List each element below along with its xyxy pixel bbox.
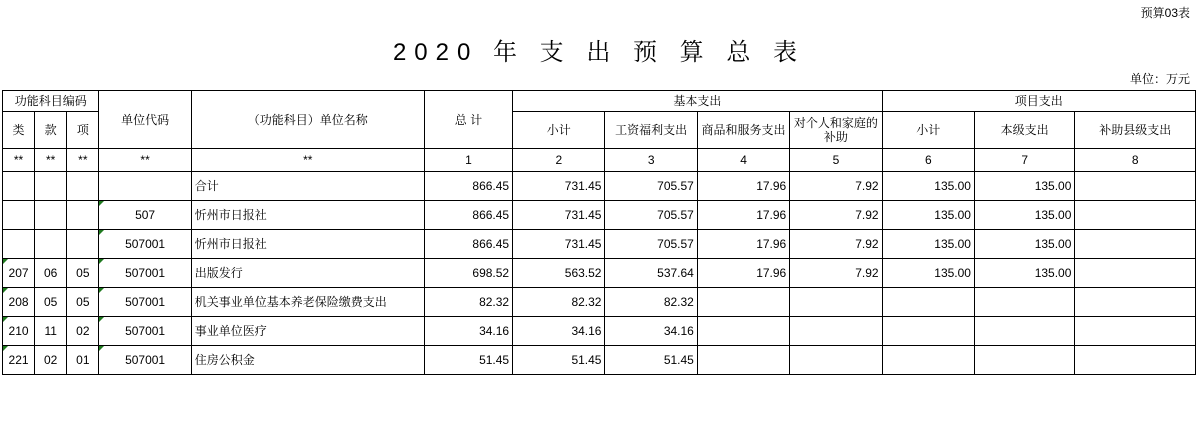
header-xiang: 项 bbox=[67, 112, 99, 149]
table-header bbox=[3, 91, 1196, 172]
cell-personal_family_subsidy: 7.92 bbox=[790, 172, 882, 201]
cell-salary_welfare: 705.57 bbox=[605, 230, 697, 259]
cell-level_expenditure: 135.00 bbox=[974, 201, 1074, 230]
cell-personal_family_subsidy bbox=[790, 346, 882, 375]
colnum-2: ** bbox=[67, 149, 99, 172]
cell-unit_code: 507001 bbox=[99, 317, 191, 346]
cell-basic_subtotal: 731.45 bbox=[513, 172, 605, 201]
cell-class: 208 bbox=[3, 288, 35, 317]
table-row bbox=[3, 201, 1196, 230]
header-personal-family-subsidy: 对个人和家庭的补助 bbox=[790, 112, 882, 149]
cell-personal_family_subsidy: 7.92 bbox=[790, 230, 882, 259]
cell-class: 221 bbox=[3, 346, 35, 375]
cell-kuan bbox=[35, 230, 67, 259]
cell-goods_services: 17.96 bbox=[697, 230, 789, 259]
cell-personal_family_subsidy: 7.92 bbox=[790, 201, 882, 230]
header-kuan: 款 bbox=[35, 112, 67, 149]
header-class: 类 bbox=[3, 112, 35, 149]
table-row bbox=[3, 172, 1196, 201]
header-county-subsidy: 补助县级支出 bbox=[1075, 112, 1196, 149]
cell-basic_subtotal: 731.45 bbox=[513, 230, 605, 259]
cell-class: 207 bbox=[3, 259, 35, 288]
cell-project_subtotal: 135.00 bbox=[882, 259, 974, 288]
table-row bbox=[3, 346, 1196, 375]
colnum-11: 7 bbox=[974, 149, 1074, 172]
cell-unit_name: 出版发行 bbox=[191, 259, 424, 288]
cell-level_expenditure bbox=[974, 317, 1074, 346]
cell-basic_subtotal: 563.52 bbox=[513, 259, 605, 288]
header-unit-code: 单位代码 bbox=[99, 91, 191, 149]
header-level-expenditure: 本级支出 bbox=[974, 112, 1074, 149]
cell-total: 866.45 bbox=[424, 230, 512, 259]
header-basic-subtotal: 小计 bbox=[513, 112, 605, 149]
expenditure-budget-table bbox=[2, 90, 1196, 375]
cell-xiang: 02 bbox=[67, 317, 99, 346]
cell-salary_welfare: 705.57 bbox=[605, 172, 697, 201]
table-row bbox=[3, 317, 1196, 346]
cell-level_expenditure: 135.00 bbox=[974, 230, 1074, 259]
cell-class bbox=[3, 230, 35, 259]
cell-kuan: 11 bbox=[35, 317, 67, 346]
colnum-9: 5 bbox=[790, 149, 882, 172]
cell-unit_code: 507001 bbox=[99, 346, 191, 375]
cell-project_subtotal: 135.00 bbox=[882, 230, 974, 259]
cell-total: 34.16 bbox=[424, 317, 512, 346]
cell-class: 210 bbox=[3, 317, 35, 346]
cell-project_subtotal: 135.00 bbox=[882, 172, 974, 201]
cell-kuan: 06 bbox=[35, 259, 67, 288]
cell-kuan: 02 bbox=[35, 346, 67, 375]
form-code-label: 预算03表 bbox=[1140, 6, 1190, 20]
cell-county_subsidy bbox=[1075, 317, 1196, 346]
cell-salary_welfare: 537.64 bbox=[605, 259, 697, 288]
cell-goods_services: 17.96 bbox=[697, 201, 789, 230]
unit-note: 单位：万元 bbox=[1129, 72, 1190, 86]
cell-class bbox=[3, 201, 35, 230]
cell-unit_name: 合计 bbox=[191, 172, 424, 201]
colnum-7: 3 bbox=[605, 149, 697, 172]
cell-xiang bbox=[67, 230, 99, 259]
cell-goods_services bbox=[697, 288, 789, 317]
header-basic-expenditure: 基本支出 bbox=[513, 91, 883, 112]
cell-salary_welfare: 705.57 bbox=[605, 201, 697, 230]
colnum-4: ** bbox=[191, 149, 424, 172]
cell-basic_subtotal: 82.32 bbox=[513, 288, 605, 317]
cell-project_subtotal bbox=[882, 317, 974, 346]
cell-project_subtotal: 135.00 bbox=[882, 201, 974, 230]
cell-basic_subtotal: 731.45 bbox=[513, 201, 605, 230]
cell-salary_welfare: 34.16 bbox=[605, 317, 697, 346]
cell-basic_subtotal: 34.16 bbox=[513, 317, 605, 346]
cell-salary_welfare: 82.32 bbox=[605, 288, 697, 317]
cell-goods_services: 17.96 bbox=[697, 259, 789, 288]
cell-basic_subtotal: 51.45 bbox=[513, 346, 605, 375]
cell-class bbox=[3, 172, 35, 201]
table-body bbox=[3, 172, 1196, 375]
cell-county_subsidy bbox=[1075, 230, 1196, 259]
colnum-5: 1 bbox=[424, 149, 512, 172]
cell-project_subtotal bbox=[882, 346, 974, 375]
colnum-1: ** bbox=[35, 149, 67, 172]
cell-total: 866.45 bbox=[424, 201, 512, 230]
cell-county_subsidy bbox=[1075, 259, 1196, 288]
cell-unit_name: 机关事业单位基本养老保险缴费支出 bbox=[191, 288, 424, 317]
header-row-1 bbox=[3, 91, 1196, 112]
cell-county_subsidy bbox=[1075, 201, 1196, 230]
cell-county_subsidy bbox=[1075, 288, 1196, 317]
colnum-0: ** bbox=[3, 149, 35, 172]
header-unit-name: （功能科目）单位名称 bbox=[191, 91, 424, 149]
cell-total: 51.45 bbox=[424, 346, 512, 375]
cell-total: 82.32 bbox=[424, 288, 512, 317]
cell-total: 698.52 bbox=[424, 259, 512, 288]
column-number-row bbox=[3, 149, 1196, 172]
colnum-12: 8 bbox=[1075, 149, 1196, 172]
table-row bbox=[3, 259, 1196, 288]
cell-unit_name: 事业单位医疗 bbox=[191, 317, 424, 346]
cell-unit_code bbox=[99, 172, 191, 201]
colnum-10: 6 bbox=[882, 149, 974, 172]
cell-goods_services: 17.96 bbox=[697, 172, 789, 201]
cell-project_subtotal bbox=[882, 288, 974, 317]
cell-xiang: 05 bbox=[67, 259, 99, 288]
cell-personal_family_subsidy: 7.92 bbox=[790, 259, 882, 288]
cell-county_subsidy bbox=[1075, 172, 1196, 201]
colnum-3: ** bbox=[99, 149, 191, 172]
cell-total: 866.45 bbox=[424, 172, 512, 201]
header-total: 总 计 bbox=[424, 91, 512, 149]
header-salary-welfare: 工资福利支出 bbox=[605, 112, 697, 149]
cell-unit_name: 忻州市日报社 bbox=[191, 201, 424, 230]
header-functional-code: 功能科目编码 bbox=[3, 91, 99, 112]
colnum-8: 4 bbox=[697, 149, 789, 172]
cell-personal_family_subsidy bbox=[790, 317, 882, 346]
cell-level_expenditure bbox=[974, 346, 1074, 375]
cell-unit_code: 507001 bbox=[99, 230, 191, 259]
table-row bbox=[3, 288, 1196, 317]
cell-salary_welfare: 51.45 bbox=[605, 346, 697, 375]
cell-kuan: 05 bbox=[35, 288, 67, 317]
cell-xiang bbox=[67, 201, 99, 230]
cell-level_expenditure: 135.00 bbox=[974, 259, 1074, 288]
page-title: 2020 年 支 出 预 算 总 表 bbox=[392, 39, 806, 66]
cell-county_subsidy bbox=[1075, 346, 1196, 375]
cell-level_expenditure bbox=[974, 288, 1074, 317]
cell-goods_services bbox=[697, 317, 789, 346]
cell-xiang: 05 bbox=[67, 288, 99, 317]
cell-level_expenditure: 135.00 bbox=[974, 172, 1074, 201]
header-project-expenditure: 项目支出 bbox=[882, 91, 1195, 112]
table-row bbox=[3, 230, 1196, 259]
cell-personal_family_subsidy bbox=[790, 288, 882, 317]
header-goods-services: 商品和服务支出 bbox=[697, 112, 789, 149]
cell-kuan bbox=[35, 201, 67, 230]
cell-kuan bbox=[35, 172, 67, 201]
cell-xiang bbox=[67, 172, 99, 201]
cell-unit_name: 忻州市日报社 bbox=[191, 230, 424, 259]
cell-unit_code: 507001 bbox=[99, 259, 191, 288]
cell-unit_name: 住房公积金 bbox=[191, 346, 424, 375]
header-project-subtotal: 小计 bbox=[882, 112, 974, 149]
cell-unit_code: 507001 bbox=[99, 288, 191, 317]
cell-xiang: 01 bbox=[67, 346, 99, 375]
cell-goods_services bbox=[697, 346, 789, 375]
colnum-6: 2 bbox=[513, 149, 605, 172]
cell-unit_code: 507 bbox=[99, 201, 191, 230]
